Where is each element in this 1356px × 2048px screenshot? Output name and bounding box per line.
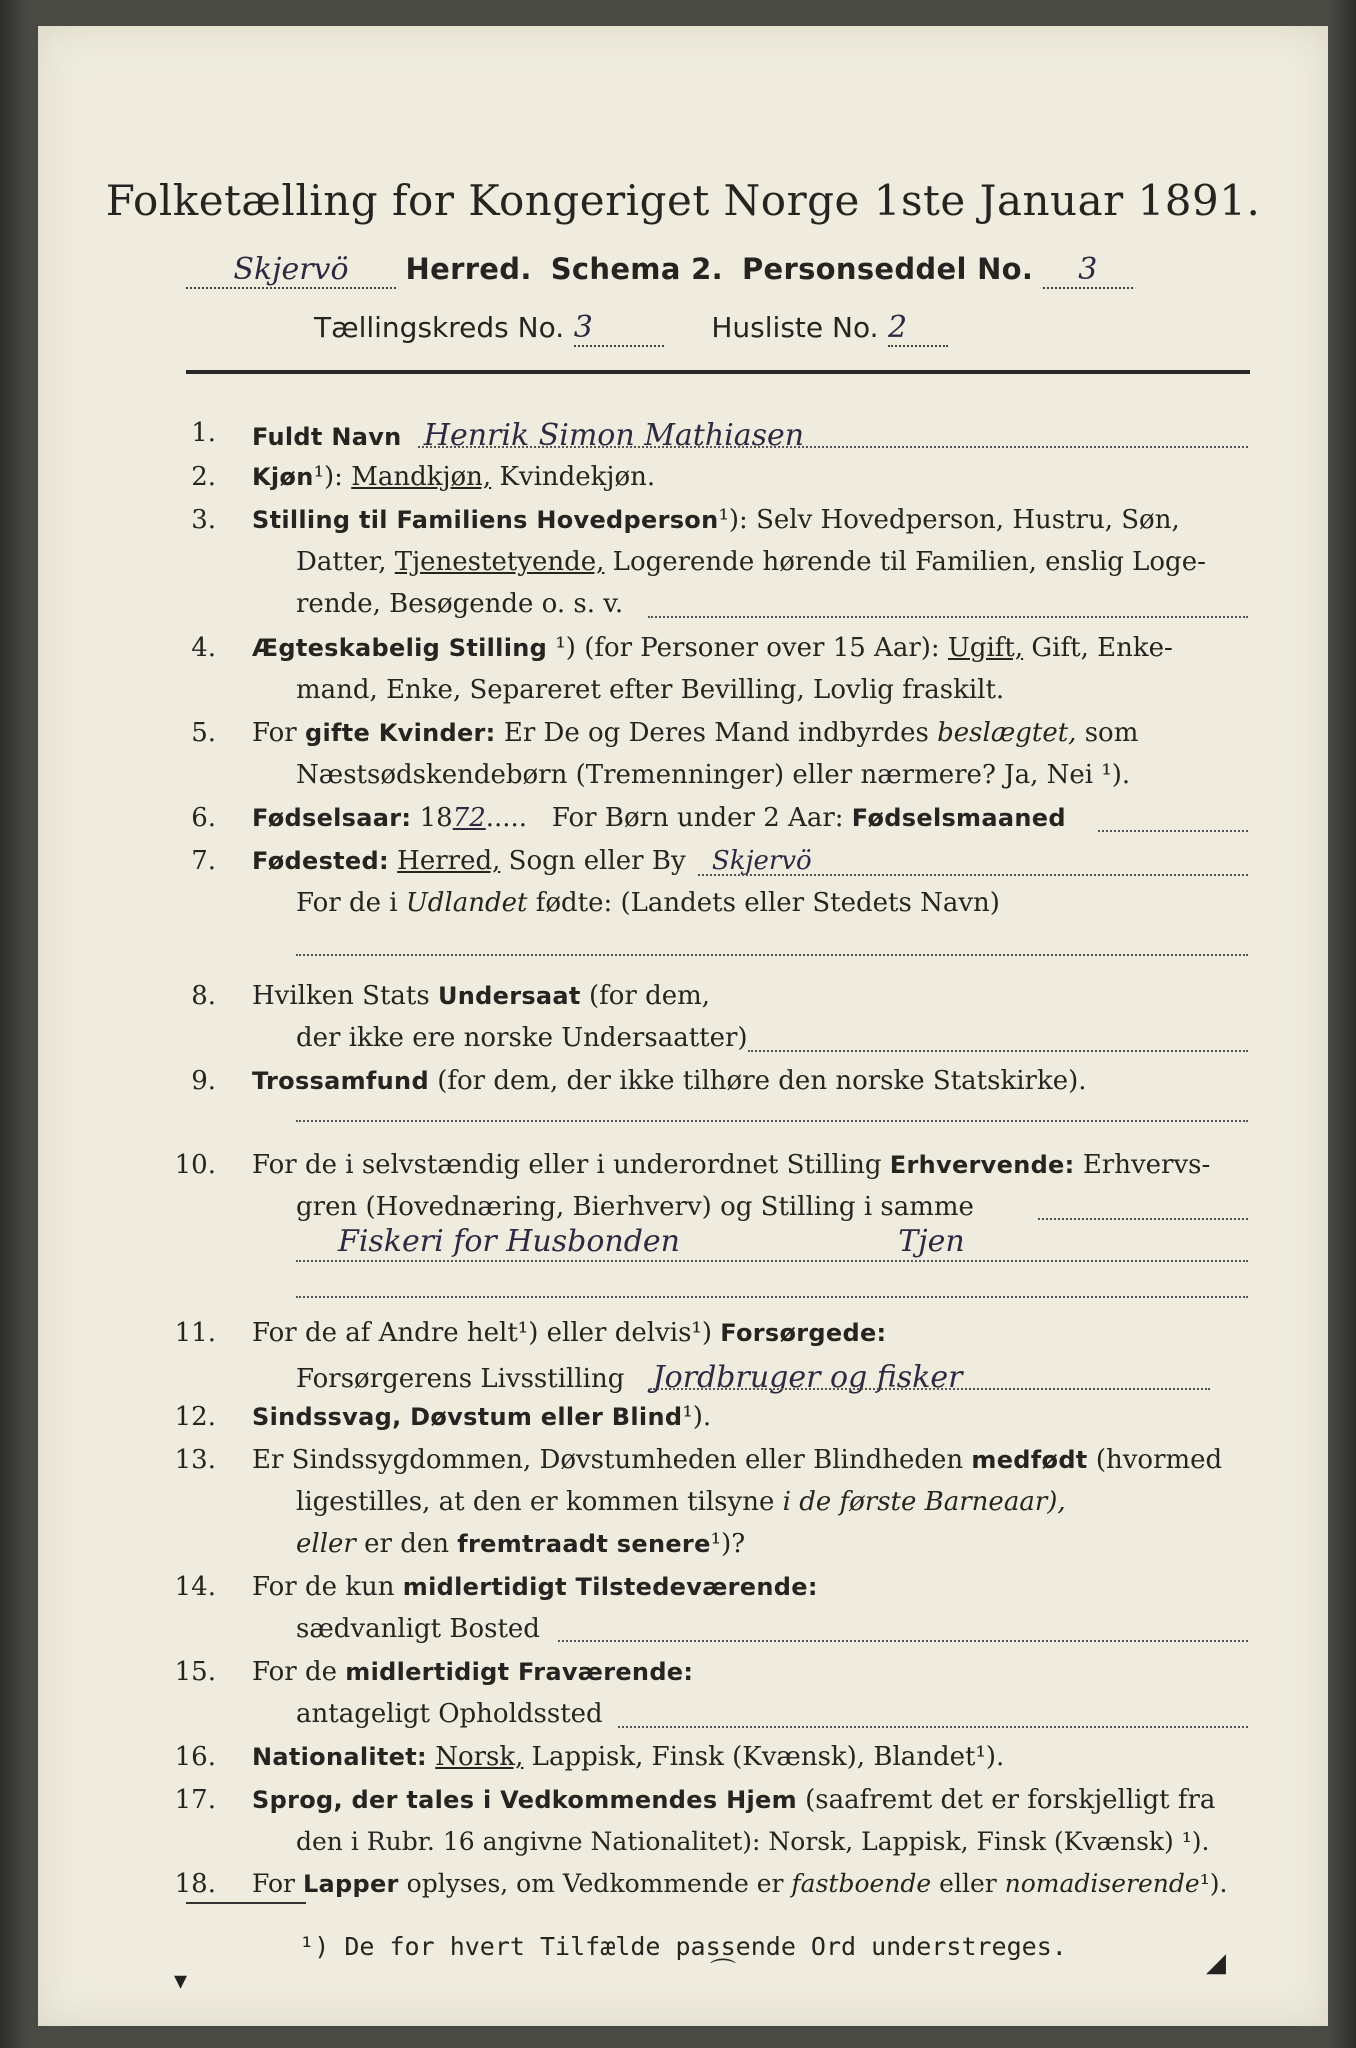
q11-fill-line	[650, 1388, 1210, 1390]
item-number: 2.	[191, 462, 216, 492]
q4-opt-ugift: Ugift,	[947, 633, 1024, 663]
item-number: 12.	[174, 1402, 216, 1432]
q10-row-2	[296, 1192, 974, 1222]
q16-row	[252, 1742, 1004, 1772]
item-number: 1.	[191, 418, 216, 448]
q10-fill-line-2	[296, 1260, 1248, 1262]
item-number: 7.	[191, 846, 216, 876]
q8-row-2	[296, 1023, 748, 1053]
q5-beslaegtet: beslægtet,	[937, 718, 1077, 748]
q6-row: Fødselsaar: 1872..... For Børn under 2 Aar: Fødselsmaaned	[252, 803, 1066, 833]
q16-label: Nationalitet:	[252, 1743, 427, 1771]
q3-line1: Selv Hovedperson, Hustru, Søn,	[756, 505, 1180, 535]
q13-line3a: eller	[296, 1529, 356, 1559]
q5-line1b: som	[1084, 718, 1139, 748]
header-line-2	[314, 310, 948, 347]
q13-line2a: ligestilles, at den er kommen tilsyne	[296, 1487, 775, 1517]
q4-line1b: Gift, Enke-	[1031, 633, 1173, 663]
q15-label: midlertidigt Fraværende:	[345, 1658, 694, 1686]
item-number: 9.	[191, 1066, 216, 1096]
q11-row-1	[252, 1318, 886, 1348]
q13-line3b: er den	[364, 1529, 449, 1559]
q15-row-2	[296, 1699, 603, 1729]
q6-label2: Fødselsmaaned	[851, 804, 1066, 832]
q14-row-2	[296, 1614, 540, 1644]
ink-mark-icon: ▾	[174, 1966, 188, 1996]
q7-value: Skjervö	[711, 846, 812, 876]
q7-line2a: For de i	[296, 888, 398, 918]
q4-line2: mand, Enke, Separeret efter Bevilling, Lovlig fraskilt.	[296, 675, 1005, 705]
q7-fill-line	[698, 874, 1248, 876]
q14-line1a: For de kun	[252, 1572, 395, 1602]
q1-fill-line	[418, 446, 1248, 448]
q13-line3c: ¹)?	[710, 1529, 746, 1559]
q15-fill-line	[618, 1726, 1248, 1728]
q4-row-2	[296, 675, 1004, 705]
q7-row-2	[296, 888, 1000, 918]
q3-opt-tjenestetyende: Tjenestetyende,	[394, 547, 605, 577]
q14-fill-line	[558, 1640, 1248, 1642]
q18-row	[252, 1869, 1227, 1898]
item-number: 11.	[174, 1318, 216, 1348]
q2-opt-mandkjon: Mandkjøn,	[351, 462, 492, 492]
q12-label: Sindssvag, Døvstum eller Blind	[252, 1403, 683, 1431]
q8-label: Undersaat	[437, 982, 581, 1010]
q9-fill-line	[296, 1120, 1248, 1122]
q15-line2: antageligt Opholdssted	[296, 1699, 603, 1729]
q3-label: Stilling til Familiens Hovedperson	[252, 506, 719, 534]
q7-opt-herred: Herred,	[397, 846, 501, 876]
husliste-label: Husliste No.	[711, 311, 879, 344]
footnote-rule	[186, 1902, 306, 1904]
herred-value: Skjervö	[186, 252, 396, 289]
q3-row-3	[296, 589, 623, 619]
header-divider	[186, 370, 1250, 374]
q10-line2: gren (Hovednæring, Bierhverv) og Stilling i samme	[296, 1192, 974, 1222]
q3-fill-line	[648, 616, 1248, 618]
q1-label: Fuldt Navn	[252, 423, 402, 451]
q8-row-1	[252, 981, 710, 1011]
q13-row-3	[296, 1529, 745, 1559]
q17-row-2	[296, 1827, 1209, 1856]
item-number: 8.	[191, 981, 216, 1011]
q3-row-2	[296, 547, 1206, 577]
q10-line1a: For de i selvstændig eller i underordnet Stilling	[252, 1150, 882, 1180]
personseddel-label: Personseddel No.	[741, 252, 1034, 286]
q13-line1b: (hvormed	[1095, 1445, 1223, 1475]
personseddel-value: 3	[1043, 252, 1133, 289]
q17-label: Sprog, der tales i Vedkommendes Hjem	[252, 1786, 797, 1814]
q9-row	[252, 1066, 1087, 1096]
q10-row-3	[338, 1224, 965, 1259]
q13-row-1	[252, 1445, 1222, 1475]
q17-row-1	[252, 1785, 1215, 1815]
q10-fill-line-3	[296, 1296, 1248, 1298]
q14-line2: sædvanligt Bosted	[296, 1614, 540, 1644]
q11-line2: Forsørgerens Livsstilling	[296, 1364, 625, 1394]
q11-label: Forsørgede:	[720, 1319, 887, 1347]
q10-row-1	[252, 1150, 1210, 1180]
q18-label: Lapper	[302, 1870, 399, 1898]
q4-row-1	[252, 633, 1173, 663]
q3-sup: ¹):	[718, 505, 748, 535]
q8-line2: der ikke ere norske Undersaatter)	[296, 1023, 748, 1053]
q3-row-1	[252, 505, 1180, 535]
q16-line1: Lappisk, Finsk (Kvænsk), Blandet¹).	[531, 1742, 1005, 1772]
q14-row-1	[252, 1572, 818, 1602]
q10-value-2: Tjen	[898, 1224, 965, 1259]
q10-label: Erhvervende:	[889, 1151, 1075, 1179]
q14-label: midlertidigt Tilstedeværende:	[402, 1573, 818, 1601]
q8-line1a: Hvilken Stats	[252, 981, 430, 1011]
item-number: 5.	[191, 718, 216, 748]
q7-label: Fødested:	[252, 847, 389, 875]
ink-mark-icon: ◢	[1206, 1948, 1226, 1978]
item-number: 13.	[174, 1445, 216, 1475]
q17-line2: den i Rubr. 16 angivne Nationalitet): Norsk, Lappisk, Finsk (Kvænsk) ¹).	[296, 1827, 1210, 1856]
q6-year-prefix: 18	[419, 803, 453, 833]
q7-fill-line-2	[296, 954, 1248, 956]
q3-line3: rende, Besøgende o. s. v.	[296, 589, 624, 619]
q3-line2a: Datter,	[296, 547, 387, 577]
q5-row-1	[252, 718, 1138, 748]
q5-label: gifte Kvinder:	[304, 719, 496, 747]
q2-row	[252, 462, 655, 492]
q10-line1b: Erhvervs-	[1082, 1150, 1211, 1180]
q2-label: Kjøn	[252, 463, 314, 491]
footnote: ¹) De for hvert Tilfælde passende Ord understreges.	[299, 1932, 1067, 1961]
q8-line1b: (for dem,	[588, 981, 711, 1011]
q13-fremtraadt: fremtraadt senere	[457, 1530, 711, 1558]
schema-label: Schema 2.	[550, 252, 723, 286]
item-number: 4.	[191, 633, 216, 663]
q11-value: Jordbruger og fisker	[652, 1360, 963, 1395]
kreds-label: Tællingskreds No.	[314, 311, 565, 344]
husliste-value: 2	[888, 310, 948, 347]
item-number: 10.	[174, 1150, 216, 1180]
q7-row-1	[252, 846, 812, 876]
q7-line1: Sogn eller By	[508, 846, 686, 876]
item-number: 3.	[191, 505, 216, 535]
header-line-1	[186, 252, 1133, 289]
form-title: Folketælling for Kongeriget Norge 1ste Januar 1891.	[105, 176, 1261, 225]
kreds-value: 3	[574, 310, 664, 347]
q18-fastboende: fastboende	[791, 1869, 932, 1898]
q12-row	[252, 1402, 711, 1432]
q6-mid: For Børn under 2 Aar:	[551, 803, 844, 833]
q13-row-2	[296, 1487, 1066, 1517]
q9-line1: (for dem, der ikke tilhøre den norske Statskirke).	[437, 1066, 1087, 1096]
q5-row-2	[296, 760, 1130, 790]
q9-label: Trossamfund	[252, 1067, 429, 1095]
q13-medfodt: medfødt	[971, 1446, 1088, 1474]
q5-line1: Er De og Deres Mand indbyrdes	[503, 718, 929, 748]
q8-fill-line	[748, 1050, 1248, 1052]
q6-year-value: 72	[452, 803, 486, 833]
q13-line1a: Er Sindssygdommen, Døvstumheden eller Blindheden	[252, 1445, 964, 1475]
item-number: 14.	[174, 1572, 216, 1602]
q12-sup: ¹).	[682, 1402, 712, 1432]
q3-line2c: Logerende hørende til Familien, enslig Loge-	[612, 547, 1206, 577]
q18-line1b: eller	[939, 1869, 997, 1898]
q15-line1a: For de	[252, 1657, 337, 1687]
q5-line2: Næstsødskendebørn (Tremenninger) eller nærmere? Ja, Nei ¹).	[296, 760, 1131, 790]
item-number: 6.	[191, 803, 216, 833]
q5-pre: For	[252, 718, 297, 748]
item-number: 18.	[174, 1869, 216, 1899]
item-number: 17.	[174, 1785, 216, 1815]
q6-label: Fødselsaar:	[252, 804, 412, 832]
q6-fill-line	[1098, 830, 1248, 832]
item-number: 15.	[174, 1657, 216, 1687]
q11-line1a: For de af Andre helt¹) eller delvis¹)	[252, 1318, 712, 1348]
q18-pre: For	[252, 1869, 295, 1898]
ink-mark-icon: ⌒	[710, 1958, 737, 1988]
q10-value: Fiskeri for Husbonden	[338, 1224, 680, 1259]
q17-line1: (saafremt det er forskjelligt fra	[805, 1785, 1216, 1815]
q2-sup: ¹):	[313, 462, 343, 492]
q18-nomad: nomadiserende	[1004, 1869, 1200, 1898]
q13-line2b: i de første Barneaar),	[782, 1487, 1066, 1517]
herred-label: Herred.	[405, 252, 532, 286]
q15-row-1	[252, 1657, 693, 1687]
q1-value: Henrik Simon Mathiasen	[423, 418, 805, 453]
q10-fill-line	[1038, 1218, 1248, 1220]
census-form	[38, 26, 1328, 2026]
q4-label: Ægteskabelig Stilling	[252, 634, 548, 662]
q16-opt-norsk: Norsk,	[435, 1742, 524, 1772]
q2-opt-kvindekjon: Kvindekjøn.	[499, 462, 656, 492]
q18-line1c: ¹).	[1199, 1869, 1228, 1898]
q4-line1: ¹) (for Personer over 15 Aar):	[555, 633, 940, 663]
q7-udlandet: Udlandet	[405, 888, 528, 918]
item-number: 16.	[174, 1742, 216, 1772]
q18-line1a: oplyses, om Vedkommende er	[406, 1869, 784, 1898]
q7-line2b: fødte: (Landets eller Stedets Navn)	[535, 888, 1000, 918]
